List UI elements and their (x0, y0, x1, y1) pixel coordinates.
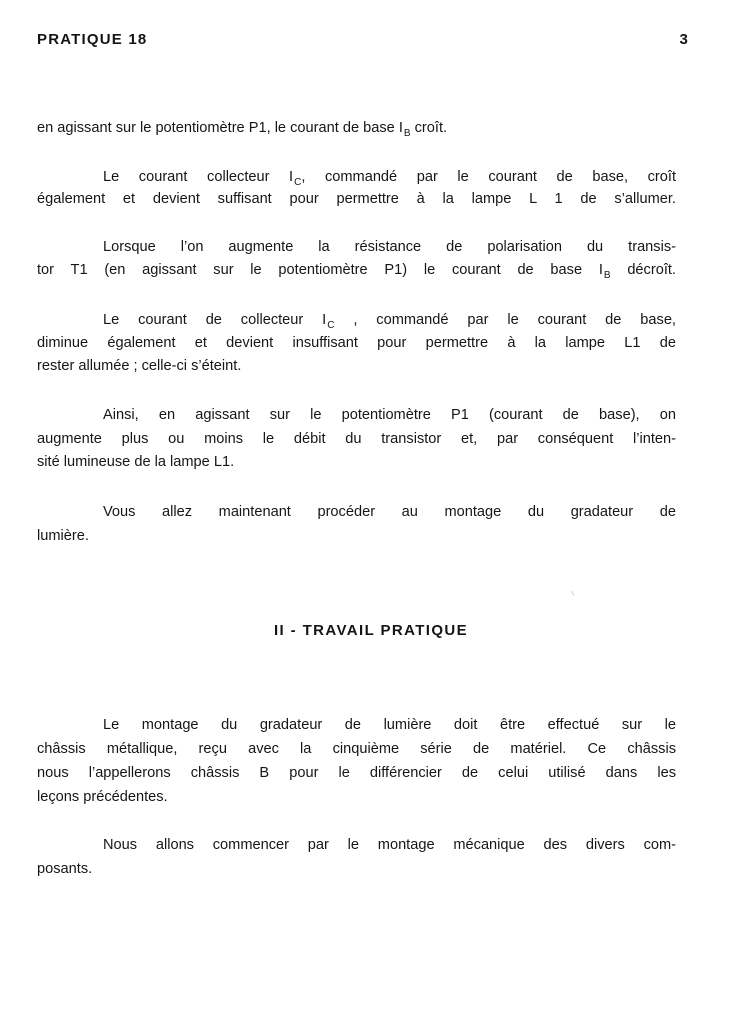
paragraph-line: Le courant de collecteur $I_C$ , commandé par le courant de base, (103, 312, 676, 331)
paragraph-line: leçons précédentes. (37, 789, 168, 805)
paragraph-line: rester allumée ; celle-ci s’éteint. (37, 358, 242, 374)
paragraph-line: Vous allez maintenant procéder au montage du gradateur de (103, 504, 676, 520)
paragraph-line: tor T1 (en agissant sur le potentiomètre P1) le courant de base $I_B$ décroît. (37, 262, 676, 281)
paragraph-line: diminue également et devient insuffisant pour permettre à la lampe L1 de (37, 335, 676, 351)
paragraph-line: nous l’appellerons châssis B pour le différencier de celui utilisé dans les (37, 765, 676, 781)
subscript: B (603, 270, 611, 281)
paragraph-line: en agissant sur le potentiomètre P1, le courant de base $I_B$ croît. (37, 120, 448, 139)
scan-artifact (571, 589, 577, 595)
page-number: 3 (679, 31, 689, 48)
section-title: II - TRAVAIL PRATIQUE (273, 622, 469, 639)
subscript: C (294, 177, 302, 188)
paragraph-line: lumière. (37, 528, 89, 544)
paragraph-line: sité lumineuse de la lampe L1. (37, 454, 235, 470)
paragraph-line: Le montage du gradateur de lumière doit être effectué sur le (103, 717, 676, 733)
paragraph-line: Ainsi, en agissant sur le potentiomètre P1 (courant de base), on (103, 407, 676, 423)
paragraph-line: également et devient suffisant pour permettre à la lampe L 1 de s’allumer. (37, 191, 676, 207)
paragraph-line: augmente plus ou moins le débit du transistor et, par conséquent l’inten- (37, 431, 676, 447)
running-header-title: PRATIQUE 18 (37, 31, 148, 48)
paragraph-line: Le courant collecteur $I_C$, commandé par le courant de base, croît (103, 169, 676, 188)
subscript: B (403, 128, 411, 139)
paragraph-line: châssis métallique, reçu avec la cinquième série de matériel. Ce châssis (37, 741, 676, 757)
paragraph-line: Lorsque l’on augmente la résistance de polarisation du transis- (103, 239, 676, 255)
paragraph-line: Nous allons commencer par le montage mécanique des divers com- (103, 837, 676, 853)
subscript: C (327, 320, 335, 331)
paragraph-line: posants. (37, 861, 93, 877)
